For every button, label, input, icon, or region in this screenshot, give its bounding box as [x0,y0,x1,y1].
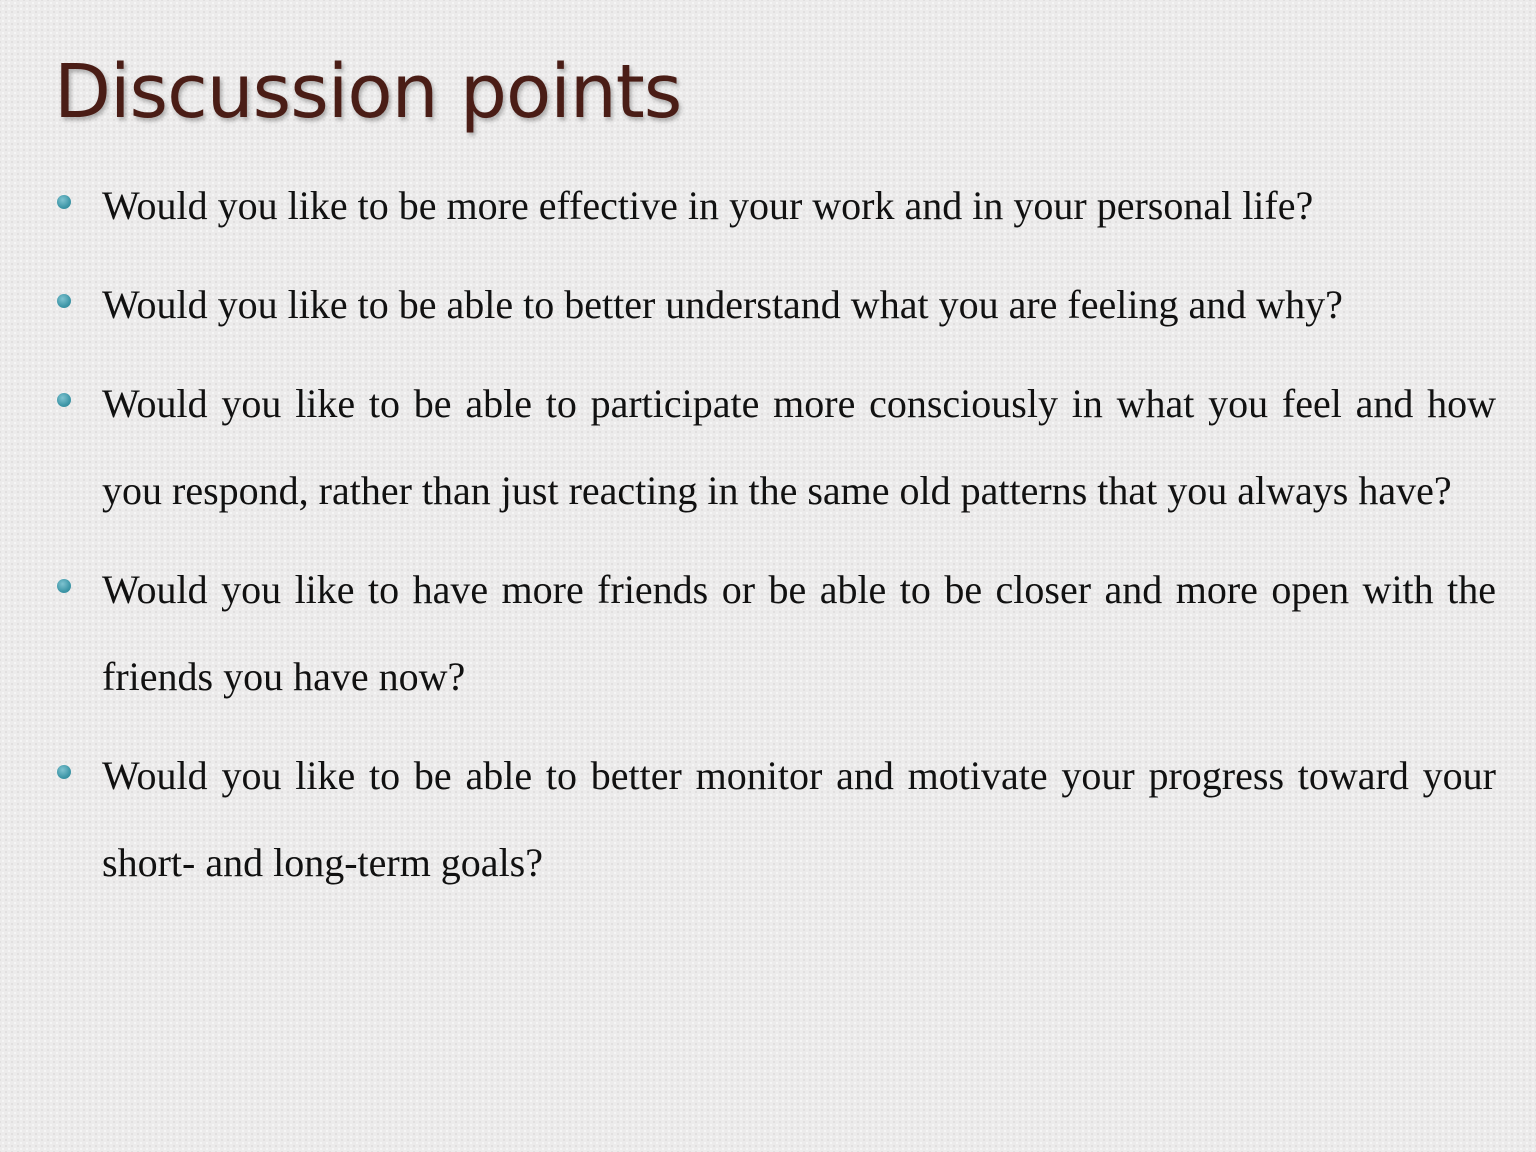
bullet-dot-icon [57,294,71,308]
list-item [0,360,1536,534]
bullet-text: Would you like to be more effective in your work and in your personal life? [102,183,1314,228]
slide-title: Discussion points [54,49,682,135]
bullet-text: Would you like to be able to participate more consciously in what you feel and how you respond, rather than just reacting in the same old patterns that you always have? [102,381,1496,513]
bullet-dot-icon [57,393,71,407]
bullet-list [0,162,1536,918]
list-item [0,546,1536,720]
bullet-dot-icon [57,765,71,779]
bullet-dot-icon [57,579,71,593]
list-item [0,732,1536,906]
list-item [0,162,1536,249]
bullet-text: Would you like to be able to better understand what you are feeling and why? [102,282,1343,327]
bullet-text: Would you like to have more friends or be able to be closer and more open with the friends you have now? [102,567,1496,699]
bullet-dot-icon [57,195,71,209]
bullet-text: Would you like to be able to better monitor and motivate your progress toward your short- and long-term goals? [102,753,1496,885]
list-item [0,261,1536,348]
